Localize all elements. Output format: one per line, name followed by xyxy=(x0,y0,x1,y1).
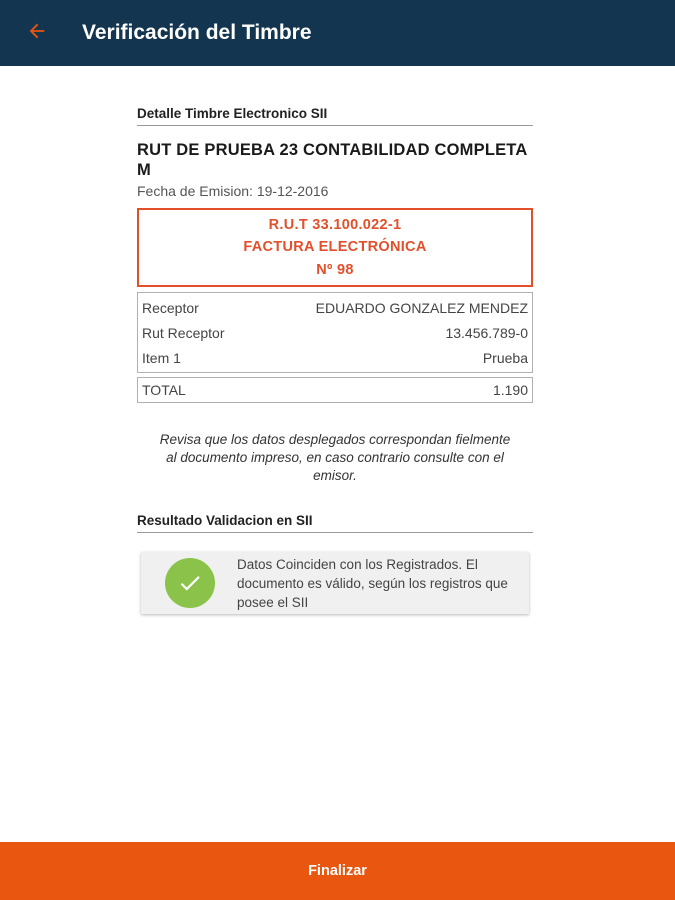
page-title: Verificación del Timbre xyxy=(82,21,312,44)
stamp-number: Nº 98 xyxy=(316,261,354,278)
total-label: TOTAL xyxy=(142,382,186,398)
validation-result-card xyxy=(141,552,529,614)
detail-row-item-1 xyxy=(142,345,528,370)
detail-label: Rut Receptor xyxy=(142,324,225,341)
stamp-rut: R.U.T 33.100.022-1 xyxy=(268,217,402,234)
total-table xyxy=(137,377,533,403)
result-section-title: Resultado Validacion en SII xyxy=(137,513,533,533)
finalizar-label: Finalizar xyxy=(308,863,367,879)
detail-value: Prueba xyxy=(482,349,528,366)
validation-result-text: Datos Coinciden con los Registrados. El documento es válido, según los registros que posee el SII xyxy=(237,556,508,610)
back-button[interactable] xyxy=(0,0,74,66)
detail-label: Receptor xyxy=(142,299,199,316)
verification-content xyxy=(137,100,533,614)
detail-section-title: Detalle Timbre Electronico SII xyxy=(137,106,533,126)
detail-value: 13.456.789-0 xyxy=(445,324,528,341)
detail-label: Item 1 xyxy=(142,349,181,366)
company-name: RUT DE PRUEBA 23 CONTABILIDAD COMPLETA M xyxy=(137,141,527,179)
total-value: 1.190 xyxy=(492,382,528,398)
detail-row-rut-receptor xyxy=(142,320,528,345)
app-bar xyxy=(0,0,675,66)
check-icon xyxy=(165,558,215,608)
detail-row-receptor xyxy=(142,295,528,320)
arrow-left-icon xyxy=(26,20,48,47)
detail-table xyxy=(137,292,533,373)
verification-notice: Revisa que los datos desplegados correspondan fielmente al documento impreso, en caso contrario consulte con el emisor. xyxy=(159,432,511,483)
document-stamp xyxy=(137,208,533,287)
detail-value: EDUARDO GONZALEZ MENDEZ xyxy=(315,299,528,316)
total-row xyxy=(142,378,528,402)
emission-date: Fecha de Emision: 19-12-2016 xyxy=(137,183,329,199)
stamp-document-type: FACTURA ELECTRÓNICA xyxy=(243,239,427,256)
finalizar-button[interactable] xyxy=(0,842,675,900)
